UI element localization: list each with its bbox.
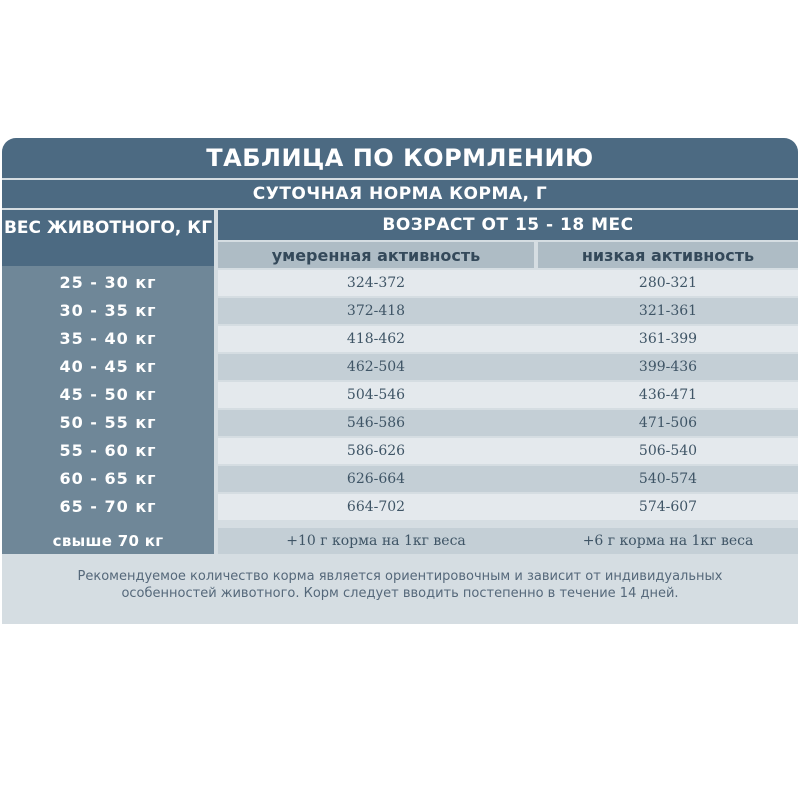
row-weight: 50 - 55 кг xyxy=(59,413,157,432)
cell-moderate: 626-664 xyxy=(346,471,406,487)
row-weight: 45 - 50 кг xyxy=(59,385,157,404)
row-weight: 60 - 65 кг xyxy=(59,469,157,488)
cell-low: 506-540 xyxy=(638,443,698,459)
cell-moderate: 546-586 xyxy=(346,415,406,431)
row-weight: 65 - 70 кг xyxy=(59,497,157,516)
cell-moderate: 372-418 xyxy=(346,303,406,319)
column-header-moderate: умеренная активность xyxy=(218,242,534,268)
cell-moderate: 462-504 xyxy=(346,359,406,375)
feeding-table xyxy=(2,138,798,624)
cell-low: +6 г корма на 1кг веса xyxy=(582,533,754,549)
cell-moderate: 418-462 xyxy=(346,331,406,347)
cell-low: 280-321 xyxy=(638,275,698,291)
cell-moderate: +10 г корма на 1кг веса xyxy=(286,533,466,549)
cell-moderate: 324-372 xyxy=(346,275,406,291)
row-weight: 40 - 45 кг xyxy=(59,357,157,376)
cell-low: 540-574 xyxy=(638,471,698,487)
cell-low: 399-436 xyxy=(638,359,698,375)
row-weight: 25 - 30 кг xyxy=(59,273,157,292)
table-title: ТАБЛИЦА ПО КОРМЛЕНИЮ xyxy=(2,138,798,178)
cell-moderate: 586-626 xyxy=(346,443,406,459)
cell-low: 574-607 xyxy=(638,499,698,515)
cell-low: 436-471 xyxy=(638,387,698,403)
row-weight: 30 - 35 кг xyxy=(59,301,157,320)
age-header: ВОЗРАСТ ОТ 15 - 18 МЕС xyxy=(218,210,798,240)
footnote: Рекомендуемое количество корма является ориентировочным и зависит от индивидуальных особенностей животного. Корм следует вводить постепенно в течение 14 дней. xyxy=(2,558,798,624)
cell-moderate: 504-546 xyxy=(346,387,406,403)
table-subtitle: СУТОЧНАЯ НОРМА КОРМА, Г xyxy=(2,180,798,208)
column-header-low: низкая активность xyxy=(538,242,798,268)
cell-moderate: 664-702 xyxy=(346,499,406,515)
cell-low: 361-399 xyxy=(638,331,698,347)
cell-low: 321-361 xyxy=(638,303,698,319)
cell-low: 471-506 xyxy=(638,415,698,431)
weight-column-header: ВЕС ЖИВОТНОГО, КГ xyxy=(3,218,213,238)
row-weight: 35 - 40 кг xyxy=(59,329,157,348)
row-weight: свыше 70 кг xyxy=(52,531,164,550)
row-weight: 55 - 60 кг xyxy=(59,441,157,460)
